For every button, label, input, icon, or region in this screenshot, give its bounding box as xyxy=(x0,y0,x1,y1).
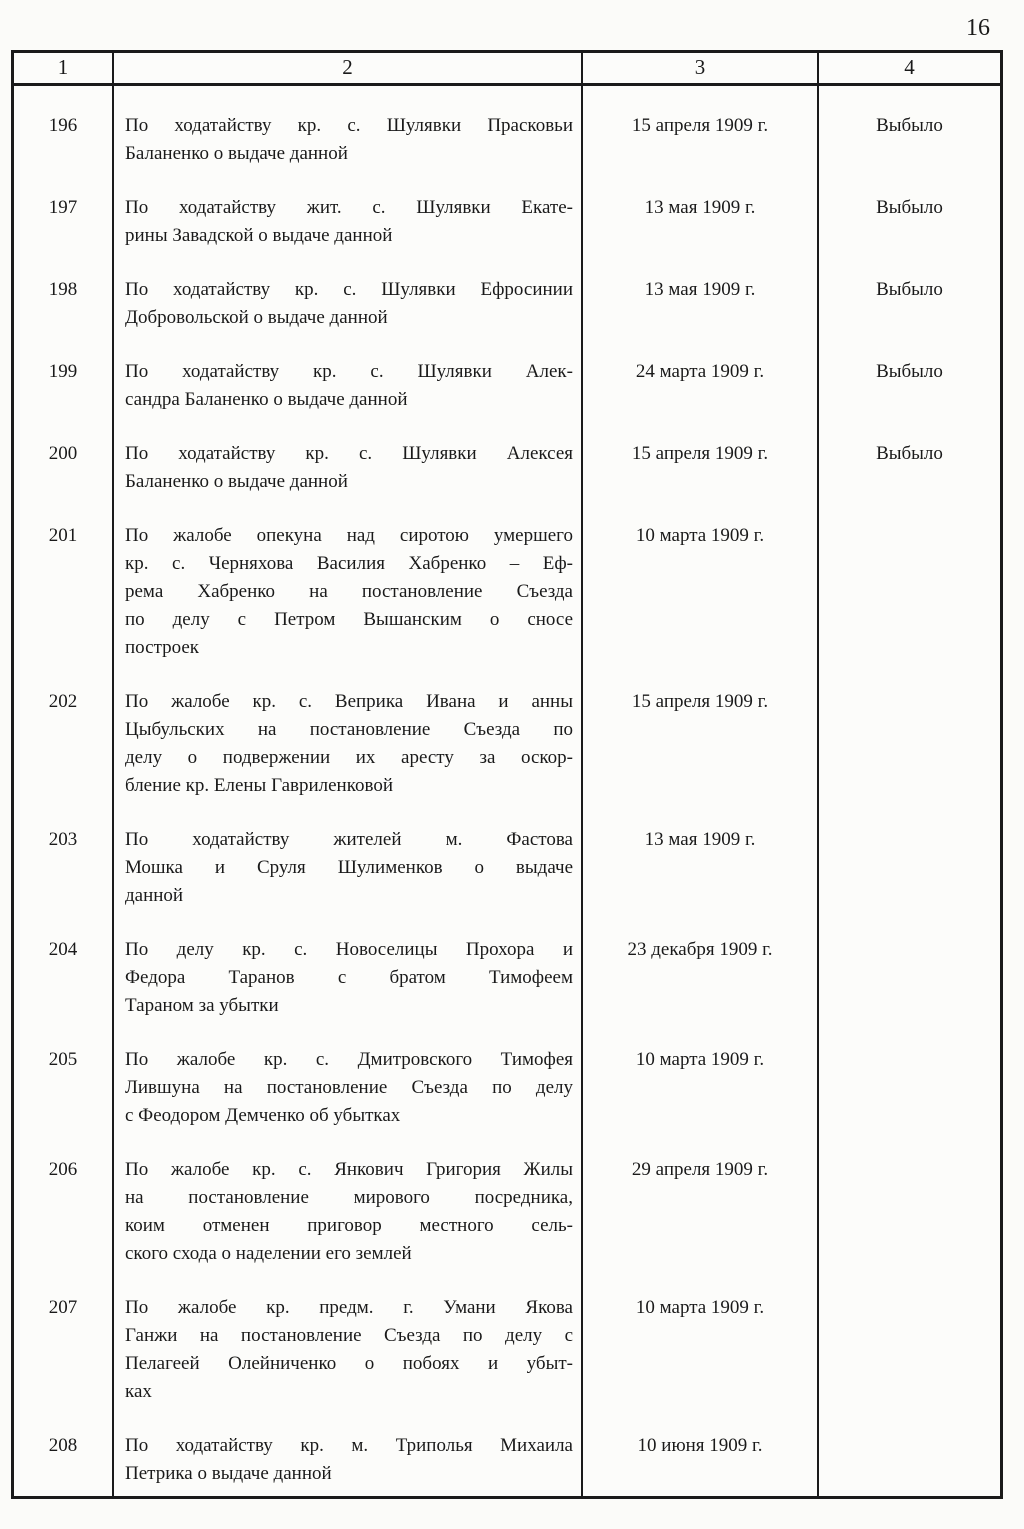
case-line: Баланенко о выдаче данной xyxy=(125,143,348,164)
case-line: Тараном за убытки xyxy=(125,995,279,1016)
case-description xyxy=(114,332,583,414)
column-header-2: 2 xyxy=(114,53,583,86)
page-number: 16 xyxy=(966,15,990,41)
case-line: По жалобе кр. с. Янкович Григория Жилы xyxy=(125,1159,573,1180)
decision-date: 10 марта 1909 г. xyxy=(583,1268,819,1406)
decision-date: 13 мая 1909 г. xyxy=(583,250,819,332)
case-description xyxy=(114,414,583,496)
case-line: По ходатайству кр. с. Шулявки Алек- xyxy=(125,361,573,382)
case-line: рема Хабренко на постановление Съезда xyxy=(125,581,573,602)
case-line: ского схода о наделении его землей xyxy=(125,1243,412,1264)
case-line: делу о подвержении их аресту за оскор- xyxy=(125,747,573,768)
case-line: рины Завадской о выдаче данной xyxy=(125,225,393,246)
row-number: 205 xyxy=(14,1020,114,1130)
row-number: 207 xyxy=(14,1268,114,1406)
decision-date: 15 апреля 1909 г. xyxy=(583,414,819,496)
row-number: 204 xyxy=(14,910,114,1020)
case-line: построек xyxy=(125,637,200,658)
row-status: Выбыло xyxy=(876,115,943,136)
row-status: Выбыло xyxy=(876,197,943,218)
row-status xyxy=(819,1130,1000,1268)
case-description xyxy=(114,1268,583,1406)
case-line: По ходатайству жит. с. Шулявки Екате- xyxy=(125,197,573,218)
case-line: Цыбульских на постановление Съезда по xyxy=(125,719,573,740)
case-description xyxy=(114,662,583,800)
row-number: 206 xyxy=(14,1130,114,1268)
row-status xyxy=(819,1020,1000,1130)
case-line: По делу кр. с. Новоселицы Прохора и xyxy=(125,939,573,960)
row-status: Выбыло xyxy=(876,443,943,464)
case-line: сандра Баланенко о выдаче данной xyxy=(125,389,408,410)
case-line: бление кр. Елены Гавриленковой xyxy=(125,775,394,796)
case-line: По жалобе кр. с. Веприка Ивана и анны xyxy=(125,691,573,712)
case-line: По жалобе опекуна над сиротою умершего xyxy=(125,525,573,546)
decision-date: 13 мая 1909 г. xyxy=(583,800,819,910)
decision-date: 24 марта 1909 г. xyxy=(583,332,819,414)
row-status xyxy=(819,800,1000,910)
case-line: Баланенко о выдаче данной xyxy=(125,471,348,492)
row-status: Выбыло xyxy=(876,279,943,300)
case-line: по делу с Петром Вышанским о сносе xyxy=(125,609,573,630)
decision-date: 10 марта 1909 г. xyxy=(583,1020,819,1130)
decision-date: 13 мая 1909 г. xyxy=(583,168,819,250)
row-number: 198 xyxy=(14,250,114,332)
case-description xyxy=(114,1406,583,1496)
case-description xyxy=(114,496,583,662)
row-status xyxy=(819,662,1000,800)
case-line: По ходатайству кр. м. Триполья Михаила xyxy=(125,1435,573,1456)
row-number: 202 xyxy=(14,662,114,800)
row-number: 196 xyxy=(14,86,114,168)
case-description xyxy=(114,1130,583,1268)
decision-date: 10 июня 1909 г. xyxy=(583,1406,819,1496)
decision-date: 10 марта 1909 г. xyxy=(583,496,819,662)
case-line: Петрика о выдаче данной xyxy=(125,1463,332,1484)
case-description xyxy=(114,800,583,910)
column-header-1: 1 xyxy=(14,53,114,86)
case-line: По жалобе кр. с. Дмитровского Тимофея xyxy=(125,1049,573,1070)
case-description xyxy=(114,910,583,1020)
row-number: 201 xyxy=(14,496,114,662)
case-line: По ходатайству кр. с. Шулявки Алексея xyxy=(125,443,573,464)
case-description xyxy=(114,168,583,250)
case-description xyxy=(114,250,583,332)
case-line: кр. с. Черняхова Василия Хабренко – Еф- xyxy=(125,553,573,574)
row-status xyxy=(819,496,1000,662)
registry-table xyxy=(11,50,1003,1499)
row-status xyxy=(819,1406,1000,1496)
case-line: данной xyxy=(125,885,184,906)
decision-date: 23 декабря 1909 г. xyxy=(583,910,819,1020)
column-header-4: 4 xyxy=(819,53,1000,86)
case-line: Лившуна на постановление Съезда по делу xyxy=(125,1077,573,1098)
case-line: на постановление мирового посредника, xyxy=(125,1187,573,1208)
case-line: коим отменен приговор местного сель- xyxy=(125,1215,573,1236)
row-number: 200 xyxy=(14,414,114,496)
decision-date: 29 апреля 1909 г. xyxy=(583,1130,819,1268)
case-line: Добровольской о выдаче данной xyxy=(125,307,388,328)
row-number: 203 xyxy=(14,800,114,910)
row-number: 197 xyxy=(14,168,114,250)
decision-date: 15 апреля 1909 г. xyxy=(583,662,819,800)
decision-date: 15 апреля 1909 г. xyxy=(583,86,819,168)
row-number: 199 xyxy=(14,332,114,414)
row-status xyxy=(819,1268,1000,1406)
case-line: По ходатайству кр. с. Шулявки Ефросинии xyxy=(125,279,573,300)
row-status xyxy=(819,910,1000,1020)
case-line: ках xyxy=(125,1381,152,1402)
case-line: Федора Таранов с братом Тимофеем xyxy=(125,967,573,988)
case-description xyxy=(114,1020,583,1130)
case-line: По жалобе кр. предм. г. Умани Якова xyxy=(125,1297,573,1318)
case-line: Ганжи на постановление Съезда по делу с xyxy=(125,1325,573,1346)
case-line: Пелагеей Олейниченко о побоях и убыт- xyxy=(125,1353,573,1374)
row-status: Выбыло xyxy=(876,361,943,382)
case-description xyxy=(114,86,583,168)
case-line: По ходатайству кр. с. Шулявки Прасковьи xyxy=(125,115,573,136)
column-header-3: 3 xyxy=(583,53,819,86)
row-number: 208 xyxy=(14,1406,114,1496)
case-line: По ходатайству жителей м. Фастова xyxy=(125,829,573,850)
case-line: с Феодором Демченко об убытках xyxy=(125,1105,401,1126)
case-line: Мошка и Сруля Шулименков о выдаче xyxy=(125,857,573,878)
